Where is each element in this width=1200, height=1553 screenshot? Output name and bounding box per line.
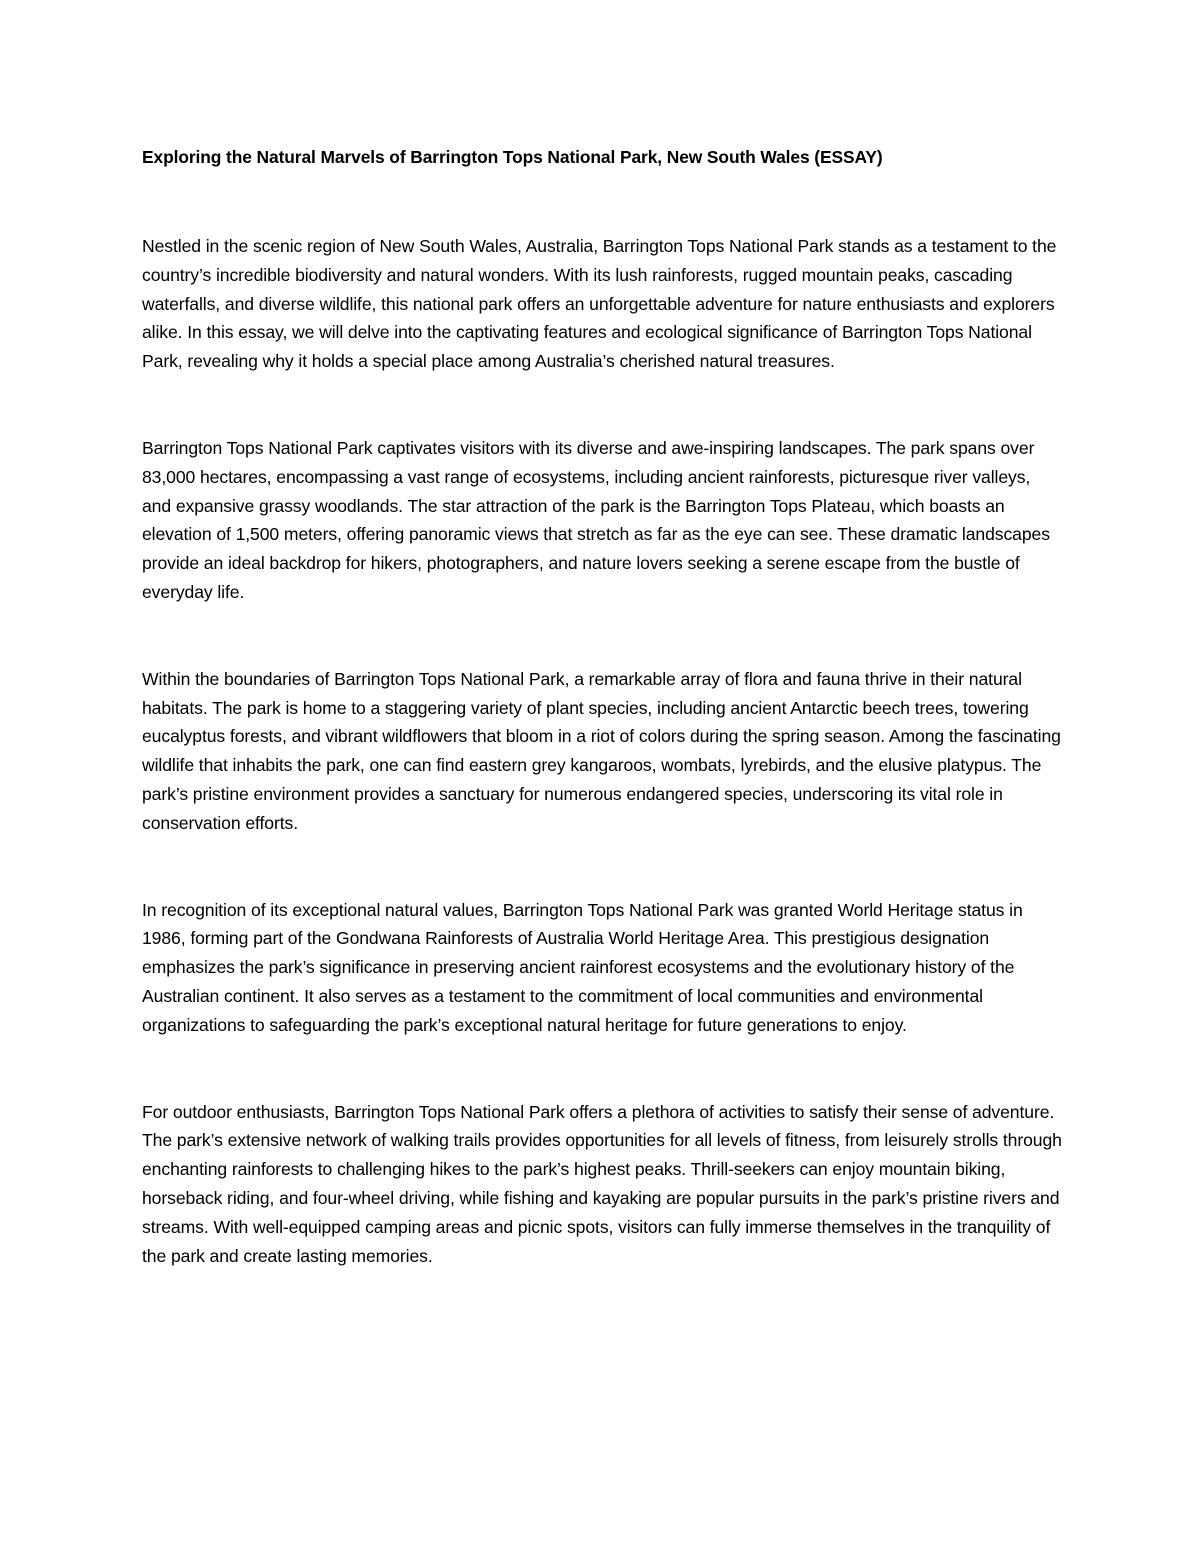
- paragraph-world-heritage: In recognition of its exceptional natural values, Barrington Tops National Park was granted World Heritage status in 1986, forming part of the Gondwana Rainforests of Australia World Heritage Area. This prestigious designation emphasizes the park’s significance in preserving ancient rainforest ecosystems and the evolutionary history of the Australian continent. It also serves as a testament to the commitment of local communities and environmental organizations to safeguarding the park’s exceptional natural heritage for future generations to enjoy.: [142, 899, 1023, 1035]
- paragraph-activities: For outdoor enthusiasts, Barrington Tops National Park offers a plethora of activities to satisfy their sense of adventure. The park’s extensive network of walking trails provides opportunities for all levels of fitness, from leisurely strolls through enchanting rainforests to challenging hikes to the park’s highest peaks. Thrill-seekers can enjoy mountain biking, horseback riding, and four-wheel driving, while fishing and kayaking are popular pursuits in the park’s pristine rivers and streams. With well-equipped camping areas and picnic spots, visitors can fully immerse themselves in the tranquility of the park and create lasting memories.: [142, 1101, 1062, 1266]
- paragraph-landscapes: Barrington Tops National Park captivates visitors with its diverse and awe-inspiring landscapes. The park spans over 83,000 hectares, encompassing a vast range of ecosystems, including ancient rainforests, picturesque river valleys, and expansive grassy woodlands. The star attraction of the park is the Barrington Tops Plateau, which boasts an elevation of 1,500 meters, offering panoramic views that stretch as far as the eye can see. These dramatic landscapes provide an ideal backdrop for hikers, photographers, and nature lovers seeking a serene escape from the bustle of everyday life.: [142, 437, 1050, 602]
- document-body: [142, 143, 1062, 1270]
- paragraph-flora-fauna: Within the boundaries of Barrington Tops National Park, a remarkable array of flora and fauna thrive in their natural habitats. The park is home to a staggering variety of plant species, including ancient Antarctic beech trees, towering eucalyptus forests, and vibrant wildflowers that bloom in a riot of colors during the spring season. Among the fascinating wildlife that inhabits the park, one can find eastern grey kangaroos, wombats, lyrebirds, and the elusive platypus. The park’s pristine environment provides a sanctuary for numerous endangered species, underscoring its vital role in conservation efforts.: [142, 668, 1061, 833]
- paragraph-introduction: Nestled in the scenic region of New South Wales, Australia, Barrington Tops National Park stands as a testament to the country’s incredible biodiversity and natural wonders. With its lush rainforests, rugged mountain peaks, cascading waterfalls, and diverse wildlife, this national park offers an unforgettable adventure for nature enthusiasts and explorers alike. In this essay, we will delve into the captivating features and ecological significance of Barrington Tops National Park, revealing why it holds a special place among Australia’s cherished natural treasures.: [142, 236, 1057, 372]
- document-title: Exploring the Natural Marvels of Barrington Tops National Park, New South Wales (ESSAY): [142, 147, 883, 167]
